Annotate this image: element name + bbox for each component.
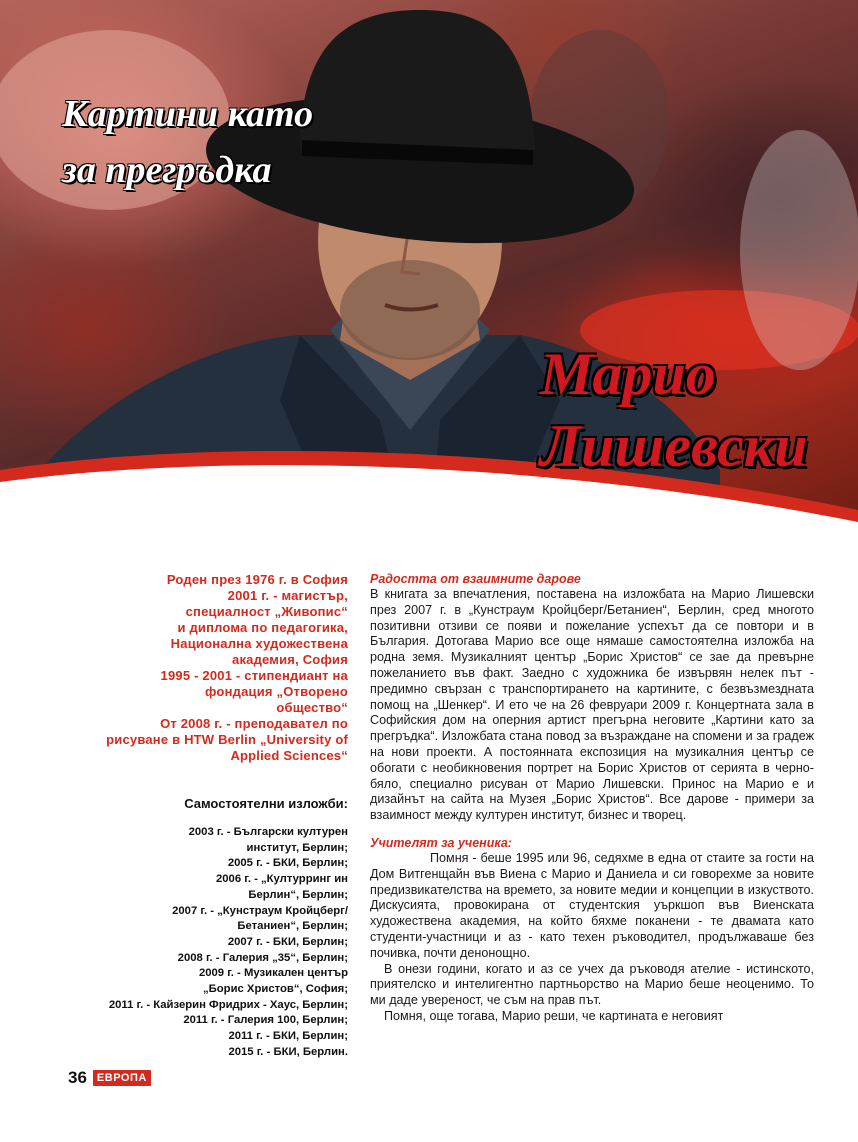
exhibition-line: 2011 г. - БКИ, Берлин; — [228, 1030, 348, 1043]
hero-photo — [0, 0, 858, 540]
exhibition-line: 2011 г. - Кайзерин Фридрих - Хаус, Берлин; — [108, 998, 348, 1011]
title-line-2: за прегръдка — [62, 149, 272, 191]
title-line-1: Картини като — [62, 93, 314, 135]
exhibition-line: 2005 г. - БКИ, Берлин; — [227, 857, 348, 870]
exhibition-line: Берлин“, Берлин; — [248, 888, 348, 901]
page-footer — [68, 1068, 151, 1088]
name-line-2: Лишевски — [540, 413, 808, 479]
section-heading: Учителят за ученика: — [370, 835, 512, 850]
exhibition-line: 2006 г. - „Културринг ин — [215, 873, 348, 886]
section-heading: Радостта от взаимните дарове — [370, 572, 581, 586]
exhibition-line: „Борис Христов“, София; — [203, 983, 348, 996]
bio-line: и диплома по педагогика, — [177, 620, 348, 635]
exhibition-line: 2009 г. - Музикален център — [198, 967, 348, 980]
article-paragraph: Помня - беше 1995 или 96, седяхме в една от стаите за гости на Дом Витгенщайн във Виена с Марио и Даниела и си говорехме за новите предизвикателства на времето, за новите медии и концепции в изкуството. Дискусията, провокирана от студентския уъркшоп във Виенската художествена академия, на който бяхме поканени - те двамата като студенти-участници и аз - като техен ръководител, продължаваше без почивка, почти денонощно. — [370, 850, 814, 960]
article-body — [370, 572, 814, 1025]
artist-name — [540, 338, 840, 482]
exhibition-line: 2003 г. - Български културен — [188, 826, 348, 838]
exhibition-line: 2007 г. - БКИ, Берлин; — [227, 935, 348, 948]
biography — [62, 572, 348, 764]
article-paragraph: В книгата за впечатления, поставена на изложбата на Марио Лишевски през 2007 г. в „Кунстраум Кройцберг/Бетаниен“, Берлин, сред многото позитивни отзиви се появи и пожелание успехът да се повтори и в България. Дотогава Марио все още нямаше самостоятелна изложба на родна земя. Музикалният център „Борис Христов“ се зае да превърне пожеланието във факт. Заедно с художника бе извървян нелек път - предимно свързан с транспортирането на картините, с безвъзмездната помощ на „Шенкер“. И ето че на 26 февруари 2009 г. Концертната зала в Софийския дом на оперния артист прегърна неговите „Картини като за прегръдка“. Изложбата стана повод за възраждане на спомени и за градеж на нови проекти. А постоянната експозиция на музикалния център се обогати с необикновения портрет на Борис Христов от серията в черно-бяло, специално рисуван от Марио Лишевски. Принос на Марио е и дизайнът на сайта на Музея „Борис Христов“. Все дарове - примери за взаимност между културен институт, бизнес и творец. — [370, 587, 814, 823]
bio-line: фондация „Отворено — [205, 684, 348, 699]
exhibition-line: 2015 г. - БКИ, Берлин. — [228, 1045, 348, 1058]
magazine-logo: ЕВРОПА — [93, 1070, 151, 1086]
exhibition-line: 2007 г. - „Кунстраум Кройцберг/ — [172, 904, 348, 917]
bio-line: Национална художествена — [170, 636, 348, 651]
exhibition-line: Бетаниен“, Берлин; — [237, 920, 348, 933]
article-title — [62, 86, 313, 198]
bio-line: 1995 - 2001 - стипендиант на — [160, 668, 348, 683]
exhibition-line: институт, Берлин; — [246, 841, 348, 854]
name-line-1: Марио — [540, 341, 716, 407]
bio-line: рисуване в HTW Berlin „University of — [106, 732, 348, 747]
article-paragraph: Помня, още тогава, Марио реши, че картината е неговият — [384, 1008, 724, 1023]
bio-line: Роден през 1976 г. в София — [166, 572, 348, 587]
bio-line: специалност „Живопис“ — [185, 604, 348, 619]
article-paragraph: В онези години, когато и аз се учех да ръководя ателие - истинското, приятелско и интелигентно партньорство на Марио беше неоценимо. То ми даде увереност, че съм на прав път. — [370, 961, 814, 1008]
exhibitions-heading: Самостоятелни изложби: — [184, 796, 348, 811]
bio-line: академия, София — [232, 652, 348, 667]
exhibitions-list — [62, 825, 348, 1061]
left-column — [62, 572, 348, 1061]
bio-line: общество“ — [276, 700, 348, 715]
bio-line: От 2008 г. - преподавател по — [160, 716, 348, 731]
page-number: 36 — [68, 1068, 87, 1087]
exhibition-line: 2008 г. - Галерия „35“, Берлин; — [177, 951, 348, 964]
bio-line: Applied Sciences“ — [230, 748, 348, 763]
bio-line: 2001 г. - магистър, — [227, 588, 348, 603]
exhibition-line: 2011 г. - Галерия 100, Берлин; — [183, 1014, 348, 1027]
